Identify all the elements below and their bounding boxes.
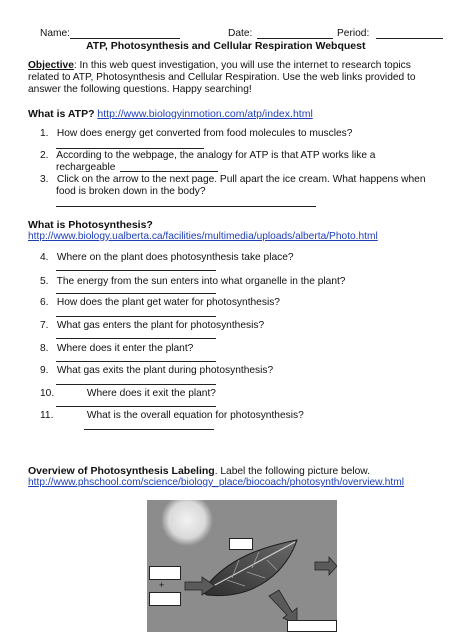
question-text: How does the plant get water for photosynthesis? bbox=[56, 297, 280, 308]
question-number: 11. bbox=[40, 410, 54, 421]
answer-blank-4[interactable] bbox=[56, 270, 216, 271]
date-label: Date: bbox=[228, 28, 253, 39]
name-label: Name: bbox=[40, 28, 71, 39]
question-text: Where on the plant does photosynthesis take place? bbox=[56, 252, 294, 263]
objective-label: Objective bbox=[28, 60, 74, 71]
date-field bbox=[228, 28, 252, 40]
answer-blank-7[interactable] bbox=[56, 338, 216, 339]
atp-link[interactable]: http://www.biologyinmotion.com/atp/index.html bbox=[97, 108, 313, 120]
sun-icon bbox=[161, 500, 213, 546]
answer-blank-2[interactable] bbox=[120, 171, 218, 172]
question-text-2: food is broken down in the body? bbox=[56, 186, 206, 197]
question-text: How does energy get converted from food molecules to muscles? bbox=[56, 128, 353, 139]
question-number: 4. bbox=[40, 252, 49, 263]
page-title: ATP, Photosynthesis and Cellular Respiration Webquest bbox=[86, 40, 366, 52]
question-6 bbox=[40, 297, 280, 309]
answer-blank-6[interactable] bbox=[56, 316, 216, 317]
question-text: Click on the arrow to the next page. Pull apart the ice cream. What happens when bbox=[56, 174, 426, 185]
question-number: 3. bbox=[40, 174, 49, 185]
question-text-2: rechargeable bbox=[56, 162, 116, 173]
objective-text-2: related to ATP, Photosynthesis and Cellular Respiration. Use the web links provided to bbox=[28, 72, 416, 83]
atp-heading: What is ATP? bbox=[28, 108, 95, 120]
question-number: 10. bbox=[40, 388, 55, 399]
name-blank[interactable] bbox=[70, 38, 180, 39]
question-number: 8. bbox=[40, 343, 49, 354]
period-label: Period: bbox=[337, 28, 370, 39]
label-box-bottom[interactable] bbox=[287, 620, 337, 632]
label-box-left-2[interactable] bbox=[149, 592, 181, 606]
answer-blank-1[interactable] bbox=[56, 148, 204, 149]
question-text: Where does it enter the plant? bbox=[56, 343, 194, 354]
question-text: What gas exits the plant during photosynthesis? bbox=[56, 365, 274, 376]
atp-heading-row bbox=[28, 108, 313, 121]
question-text: What is the overall equation for photosynthesis? bbox=[86, 410, 304, 421]
answer-blank-5[interactable] bbox=[56, 293, 216, 294]
photosynthesis-heading: What is Photosynthesis? bbox=[28, 219, 153, 231]
label-box-top[interactable] bbox=[229, 538, 253, 550]
answer-blank-11[interactable] bbox=[84, 429, 214, 430]
period-field bbox=[337, 28, 369, 40]
question-number: 7. bbox=[40, 320, 49, 331]
question-text: The energy from the sun enters into what organelle in the plant? bbox=[56, 276, 346, 287]
question-10 bbox=[40, 388, 216, 400]
date-blank[interactable] bbox=[257, 38, 333, 39]
question-text: What gas enters the plant for photosynthesis? bbox=[56, 320, 265, 331]
question-5 bbox=[40, 276, 345, 288]
question-number: 6. bbox=[40, 297, 49, 308]
question-3 bbox=[40, 174, 426, 186]
down-arrow-icon bbox=[269, 590, 297, 624]
photosynthesis-diagram bbox=[147, 500, 337, 632]
photosynthesis-link[interactable]: http://www.biology.ualberta.ca/facilities/multimedia/uploads/alberta/Photo.html bbox=[28, 231, 378, 242]
question-8 bbox=[40, 343, 193, 355]
period-blank[interactable] bbox=[376, 38, 443, 39]
question-number: 2. bbox=[40, 150, 49, 161]
answer-blank-9[interactable] bbox=[56, 384, 216, 385]
question-3-continued bbox=[56, 186, 206, 198]
question-1 bbox=[40, 128, 352, 140]
objective-text-1: : In this web quest investigation, you will use the internet to research topics bbox=[73, 60, 411, 71]
question-number: 1. bbox=[40, 128, 49, 139]
objective-text-3: answer the following questions. Happy searching! bbox=[28, 84, 252, 95]
question-2-continued bbox=[56, 162, 115, 174]
question-number: 9. bbox=[40, 365, 49, 376]
question-9 bbox=[40, 365, 273, 377]
overview-heading: Overview of Photosynthesis Labeling bbox=[28, 465, 215, 477]
question-7 bbox=[40, 320, 264, 332]
question-2 bbox=[40, 150, 375, 162]
overview-instruction: . Label the following picture below. bbox=[214, 466, 370, 477]
name-field bbox=[40, 28, 70, 40]
answer-blank-3[interactable] bbox=[56, 206, 316, 207]
answer-blank-10[interactable] bbox=[56, 406, 216, 407]
objective-line-1 bbox=[28, 60, 411, 72]
overview-link[interactable]: http://www.phschool.com/science/biology_place/biocoach/photosynth/overview.html bbox=[28, 477, 405, 488]
question-text: According to the webpage, the analogy for ATP is that ATP works like a bbox=[56, 150, 376, 161]
plus-sign: + bbox=[159, 580, 165, 590]
question-number: 5. bbox=[40, 276, 49, 287]
photosynthesis-link-row bbox=[28, 231, 378, 243]
output-arrow-icon bbox=[315, 557, 337, 575]
question-text: Where does it exit the plant? bbox=[86, 388, 216, 399]
question-4 bbox=[40, 252, 294, 264]
question-11 bbox=[40, 410, 304, 422]
answer-blank-8[interactable] bbox=[56, 361, 216, 362]
overview-link-row bbox=[28, 477, 404, 489]
label-box-left-1[interactable] bbox=[149, 566, 181, 580]
